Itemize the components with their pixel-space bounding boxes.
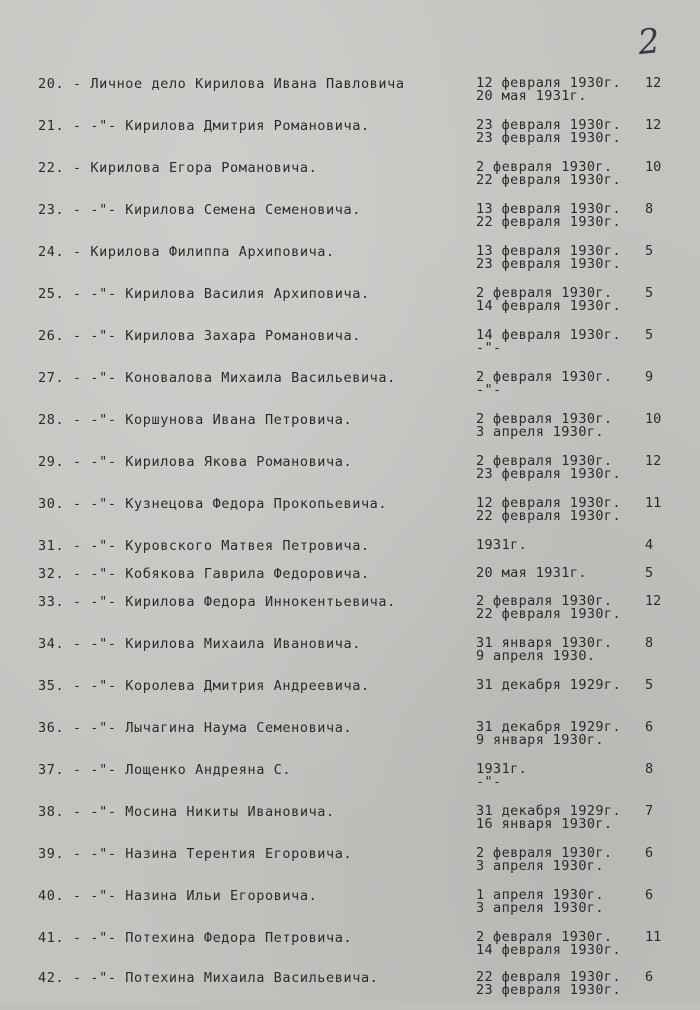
- entry-number: 25.: [38, 286, 65, 302]
- entry-number: 39.: [38, 846, 65, 862]
- entry-number: 40.: [38, 888, 65, 904]
- page-count: 5: [645, 327, 654, 343]
- page-count: 10: [645, 159, 662, 175]
- entry-text: [38, 592, 470, 612]
- list-item: [0, 410, 700, 452]
- list-item: [0, 718, 700, 760]
- entry-name: Коршунова Ивана Петровича.: [125, 412, 353, 428]
- list-item: [0, 284, 700, 326]
- entry-number: 34.: [38, 636, 65, 652]
- page-count: 6: [645, 719, 654, 735]
- page-count: 4: [645, 537, 654, 553]
- entry-text: [38, 494, 470, 514]
- ditto-mark: - -"-: [72, 846, 117, 862]
- entry-number: 29.: [38, 454, 65, 470]
- ditto-mark: - -"-: [72, 594, 117, 610]
- entry-name: Назина Ильи Егоровича.: [125, 888, 318, 904]
- entry-name: Куровского Матвея Петровича.: [125, 538, 370, 554]
- start-date: 31 декабря 1929г.: [476, 719, 621, 735]
- entry-number: 22.: [38, 160, 65, 176]
- ditto-mark: - -"-: [72, 202, 117, 218]
- list-item: [0, 74, 700, 116]
- entry-text: [38, 242, 470, 262]
- ditto-mark: -: [72, 160, 82, 176]
- entry-text: [38, 410, 470, 430]
- ditto-mark: - -"-: [72, 538, 117, 554]
- entry-text: [38, 452, 470, 472]
- entry-name: Кирилова Якова Романовича.: [125, 454, 353, 470]
- entry-text: [38, 284, 470, 304]
- entry-name: Кирилова Семена Семеновича.: [125, 202, 361, 218]
- entry-name: Лычагина Наума Семеновича.: [125, 720, 353, 736]
- page-count: 12: [645, 117, 662, 133]
- start-date: 2 февраля 1930г.: [476, 845, 613, 861]
- ditto-mark: - -"-: [72, 804, 117, 820]
- start-date: 2 февраля 1930г.: [476, 369, 613, 385]
- entry-name: Назина Терентия Егоровича.: [125, 846, 353, 862]
- list-item: [0, 968, 700, 1010]
- list-item: [0, 760, 700, 802]
- start-date: 1931г.: [476, 537, 528, 553]
- ditto-mark: - -"-: [72, 370, 117, 386]
- entry-number: 38.: [38, 804, 65, 820]
- start-date: 31 декабря 1929г.: [476, 677, 621, 693]
- entry-name: Коновалова Михаила Васильевича.: [125, 370, 396, 386]
- end-date: 23 февраля 1930г.: [476, 130, 621, 146]
- end-date: 9 января 1930г.: [476, 732, 604, 748]
- entry-number: 36.: [38, 720, 65, 736]
- entry-text: [38, 368, 470, 388]
- entry-number: 31.: [38, 538, 65, 554]
- end-date: 16 января 1930г.: [476, 816, 613, 832]
- entry-text: [38, 326, 470, 346]
- end-date: 3 апреля 1930г.: [476, 858, 604, 874]
- ditto-mark: - -"-: [72, 762, 117, 778]
- entry-text: [38, 564, 470, 584]
- page-count: 8: [645, 761, 654, 777]
- list-item: [0, 242, 700, 284]
- page-count: 7: [645, 803, 654, 819]
- page-count: 8: [645, 635, 654, 651]
- list-item: [0, 116, 700, 158]
- entry-number: 26.: [38, 328, 65, 344]
- ditto-mark: - -"-: [72, 636, 117, 652]
- list-item: [0, 494, 700, 536]
- entry-number: 42.: [38, 970, 65, 986]
- ditto-mark: - -"-: [72, 888, 117, 904]
- entry-name: Кирилова Захара Романовича.: [125, 328, 361, 344]
- end-date: 22 февраля 1930г.: [476, 508, 621, 524]
- page-count: 10: [645, 411, 662, 427]
- end-date: 14 февраля 1930г.: [476, 298, 621, 314]
- list-item: [0, 676, 700, 718]
- entry-number: 23.: [38, 202, 65, 218]
- page-count: 6: [645, 969, 654, 985]
- entry-number: 35.: [38, 678, 65, 694]
- entry-name: Кобякова Гаврила Федоровича.: [125, 566, 370, 582]
- page-count: 5: [645, 677, 654, 693]
- entry-name: Потехина Федора Петровича.: [125, 930, 353, 946]
- list-item: [0, 158, 700, 200]
- entry-text: [38, 802, 470, 822]
- entry-name: Кирилова Егора Романовича.: [90, 160, 318, 176]
- page-count: 6: [645, 887, 654, 903]
- start-date: 2 февраля 1930г.: [476, 593, 613, 609]
- entry-name: Мосина Никиты Ивановича.: [125, 804, 335, 820]
- entry-name: Кирилова Филиппа Архиповича.: [90, 244, 335, 260]
- end-date: 22 февраля 1930г.: [476, 172, 621, 188]
- page-count: 12: [645, 593, 662, 609]
- end-date: 3 апреля 1930г.: [476, 900, 604, 916]
- entry-name: Кирилова Василия Архиповича.: [125, 286, 370, 302]
- entry-name: Потехина Михаила Васильевича.: [125, 970, 379, 986]
- start-date: 2 февраля 1930г.: [476, 159, 613, 175]
- start-date: 23 февраля 1930г.: [476, 117, 621, 133]
- ditto-mark: - -"-: [72, 496, 117, 512]
- page-count: 12: [645, 75, 662, 91]
- start-date: 2 февраля 1930г.: [476, 411, 613, 427]
- ditto-mark: - -"-: [72, 286, 117, 302]
- start-date: 2 февраля 1930г.: [476, 285, 613, 301]
- start-date: 12 февраля 1930г.: [476, 495, 621, 511]
- entry-text: [38, 886, 470, 906]
- start-date: 31 декабря 1929г.: [476, 803, 621, 819]
- entry-text: [38, 116, 470, 136]
- entry-number: 24.: [38, 244, 65, 260]
- entry-text: [38, 536, 470, 556]
- start-date: 14 февраля 1930г.: [476, 327, 621, 343]
- ditto-mark: - -"-: [72, 412, 117, 428]
- entry-number: 20.: [38, 76, 65, 92]
- entry-name: Кузнецова Федора Прокопьевича.: [125, 496, 388, 512]
- ditto-mark: -: [72, 244, 82, 260]
- page-count: 12: [645, 453, 662, 469]
- entry-text: [38, 158, 470, 178]
- page-number: 2: [635, 20, 662, 64]
- list-item: [0, 802, 700, 844]
- end-date: 23 февраля 1930г.: [476, 982, 621, 998]
- end-date: 20 мая 1931г.: [476, 88, 587, 104]
- entry-name: Лощенко Андреяна С.: [125, 762, 292, 778]
- start-date: 1931г.: [476, 761, 528, 777]
- entry-text: [38, 634, 470, 654]
- entry-number: 32.: [38, 566, 65, 582]
- entry-text: [38, 200, 470, 220]
- list-item: [0, 634, 700, 676]
- entry-number: 21.: [38, 118, 65, 134]
- start-date: 20 мая 1931г.: [476, 565, 587, 581]
- list-item: [0, 928, 700, 970]
- list-item: [0, 326, 700, 368]
- entry-name: Личное дело Кирилова Ивана Павловича: [90, 76, 405, 92]
- entry-text: [38, 968, 470, 988]
- end-date: 22 февраля 1930г.: [476, 214, 621, 230]
- page-count: 9: [645, 369, 654, 385]
- ditto-mark: - -"-: [72, 930, 117, 946]
- ditto-mark: - -"-: [72, 118, 117, 134]
- end-date: [476, 690, 636, 706]
- ditto-mark: -: [72, 76, 82, 92]
- end-date: 23 февраля 1930г.: [476, 466, 621, 482]
- page-count: 11: [645, 929, 662, 945]
- list-item: [0, 886, 700, 928]
- start-date: 13 февраля 1930г.: [476, 201, 621, 217]
- end-date: 14 февраля 1930г.: [476, 942, 621, 958]
- list-item: [0, 368, 700, 410]
- start-date: 2 февраля 1930г.: [476, 929, 613, 945]
- start-date: 13 февраля 1930г.: [476, 243, 621, 259]
- entry-number: 28.: [38, 412, 65, 428]
- ditto-mark: - -"-: [72, 566, 117, 582]
- entry-text: [38, 718, 470, 738]
- end-date: 3 апреля 1930г.: [476, 424, 604, 440]
- end-date: -"-: [476, 774, 502, 790]
- page-count: 6: [645, 845, 654, 861]
- list-item: [0, 844, 700, 886]
- entry-number: 37.: [38, 762, 65, 778]
- start-date: 22 февраля 1930г.: [476, 969, 621, 985]
- entry-text: [38, 844, 470, 864]
- end-date: -"-: [476, 340, 502, 356]
- end-date: 22 февраля 1930г.: [476, 606, 621, 622]
- end-date: 9 апреля 1930.: [476, 648, 596, 664]
- page-count: 5: [645, 243, 654, 259]
- page-count: 8: [645, 201, 654, 217]
- page-count: 5: [645, 285, 654, 301]
- entry-number: 41.: [38, 930, 65, 946]
- entry-number: 27.: [38, 370, 65, 386]
- entry-name: Кирилова Федора Иннокентьевича.: [125, 594, 396, 610]
- page-count: 11: [645, 495, 662, 511]
- page-count: 5: [645, 565, 654, 581]
- start-date: 2 февраля 1930г.: [476, 453, 613, 469]
- entry-name: Кирилова Дмитрия Романовича.: [125, 118, 370, 134]
- ditto-mark: - -"-: [72, 328, 117, 344]
- end-date: 23 февраля 1930г.: [476, 256, 621, 272]
- ditto-mark: - -"-: [72, 970, 117, 986]
- ditto-mark: - -"-: [72, 720, 117, 736]
- list-item: [0, 592, 700, 634]
- ditto-mark: - -"-: [72, 678, 117, 694]
- entry-text: [38, 760, 470, 780]
- start-date: 31 января 1930г.: [476, 635, 613, 651]
- list-item: [0, 452, 700, 494]
- entry-name: Кирилова Михаила Ивановича.: [125, 636, 361, 652]
- ditto-mark: - -"-: [72, 454, 117, 470]
- end-date: -"-: [476, 382, 502, 398]
- entry-text: [38, 928, 470, 948]
- list-item: [0, 200, 700, 242]
- start-date: 1 апреля 1930г.: [476, 887, 604, 903]
- entry-number: 30.: [38, 496, 65, 512]
- start-date: 12 февраля 1930г.: [476, 75, 621, 91]
- entry-text: [38, 74, 470, 94]
- entry-name: Королева Дмитрия Андреевича.: [125, 678, 370, 694]
- entry-text: [38, 676, 470, 696]
- entry-number: 33.: [38, 594, 65, 610]
